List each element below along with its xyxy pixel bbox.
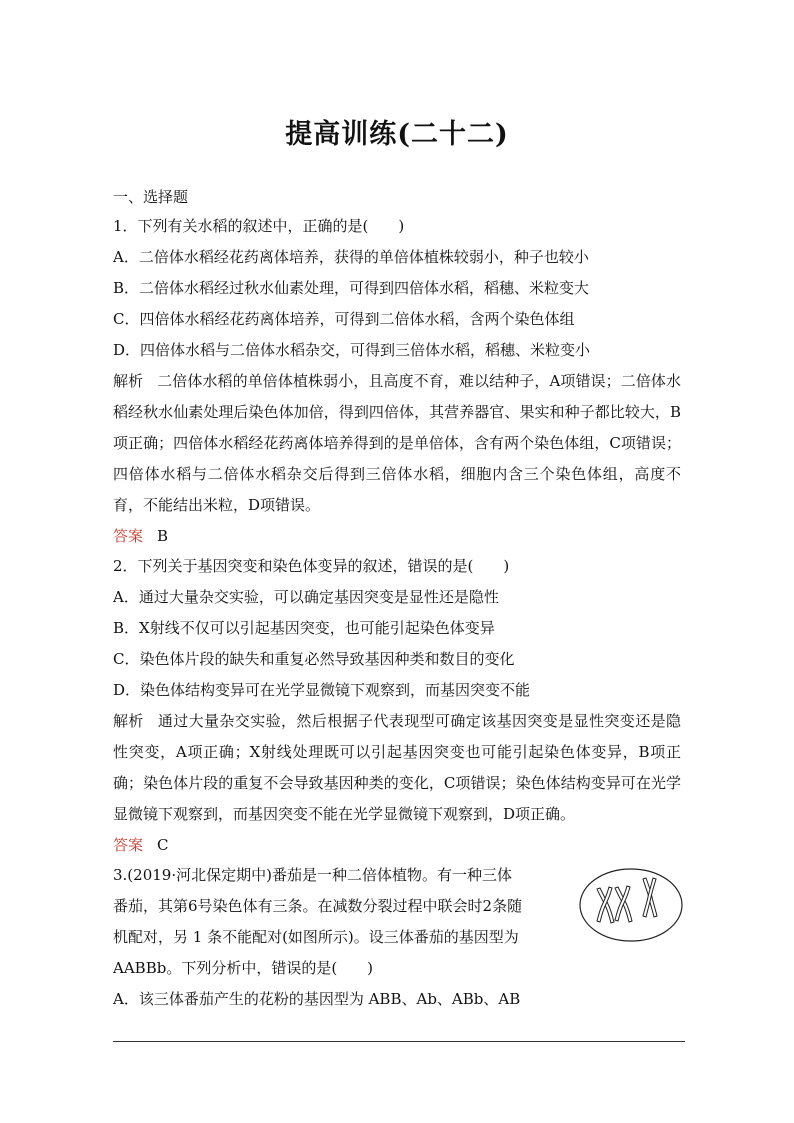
option-d: D．染色体结构变异可在光学显微镜下观察到，而基因突变不能 (113, 681, 531, 699)
analysis-text: 通过大量杂交实验，然后根据子代表现型可确定该基因突变是显性突变还是隐性突变，A项正确；X射线处理既可以引起基因突变也可能引起染色体变异，B项正确；染色体片段的重复不会导致基因种类的变化，C项错误；染色体结构变异可在光学显微镜下观察到，而基因突变不能在光学显微镜下观察到，D项正确。 (113, 712, 681, 823)
question-2 (113, 551, 685, 860)
cell-outline (580, 869, 682, 941)
question-stem: 2．下列关于基因突变和染色体变异的叙述，错误的是( ) (113, 557, 510, 575)
option-a: A．通过大量杂交实验，可以确定基因突变是显性还是隐性 (113, 588, 499, 606)
stem-line: 番茄，其第6号染色体有三条。在减数分裂过程中联会时2条随 (113, 897, 523, 915)
option-b: B．二倍体水稻经过秋水仙素处理，可得到四倍体水稻，稻穗、米粒变大 (113, 279, 590, 297)
analysis-label: 解析 (113, 712, 144, 730)
option-a: A．二倍体水稻经花药离体培养，获得的单倍体植株较弱小，种子也较小 (113, 248, 589, 266)
question-stem (113, 860, 563, 984)
analysis-block (113, 706, 681, 830)
option-b: B．X射线不仅可以引起基因突变，也可能引起染色体变异 (113, 619, 495, 637)
answer-line (113, 830, 685, 860)
analysis-text: 二倍体水稻的单倍体植株弱小，且高度不育，难以结种子，A项错误；二倍体水稻经秋水仙素处理后染色体加倍，得到四倍体，其营养器官、果实和种子都比较大，B项正确；四倍体水稻经花药离体培养得到的是单倍体，含有两个染色体组，C项错误；四倍体水稻与二倍体水稻杂交后得到三倍体水稻，细胞内含三个染色体组，高度不育，不能结出米粒，D项错误。 (113, 372, 681, 514)
option-c: C．染色体片段的缺失和重复必然导致基因种类和数目的变化 (113, 650, 515, 668)
question-1 (113, 211, 685, 551)
answer-line (113, 521, 685, 551)
answer-value: C (157, 836, 169, 854)
question-stem: 1．下列有关水稻的叙述中，正确的是( ) (113, 217, 405, 235)
chromosome (597, 887, 614, 923)
analysis-block (113, 366, 681, 521)
chromosome (643, 878, 657, 917)
content-body (113, 183, 685, 1015)
analysis-label: 解析 (113, 372, 144, 390)
question-3 (113, 860, 685, 1015)
option-c: C．四倍体水稻经花药离体培养，可得到二倍体水稻，含两个染色体组 (113, 310, 575, 328)
page-title: 提高训练(二十二) (285, 119, 509, 150)
stem-line: 机配对，另 1 条不能配对(如图所示)。设三体番茄的基因型为 (113, 928, 519, 946)
chromosome (615, 886, 632, 922)
chromosome-cell-icon (578, 866, 684, 944)
option-a: A．该三体番茄产生的花粉的基因型为 ABB、Ab、ABb、AB (113, 990, 521, 1008)
stem-line: 3.(2019·河北保定期中)番茄是一种二倍体植物。有一种三体 (113, 866, 512, 884)
answer-label: 答案 (113, 527, 144, 545)
stem-line: AABBb。下列分析中，错误的是( ) (113, 959, 374, 977)
answer-value: B (157, 527, 169, 545)
option-d: D．四倍体水稻与二倍体水稻杂交，可得到三倍体水稻，稻穗、米粒变小 (113, 341, 591, 359)
answer-label: 答案 (113, 836, 144, 854)
footer-divider (113, 1041, 685, 1042)
section-heading: 一、选择题 (113, 188, 189, 206)
